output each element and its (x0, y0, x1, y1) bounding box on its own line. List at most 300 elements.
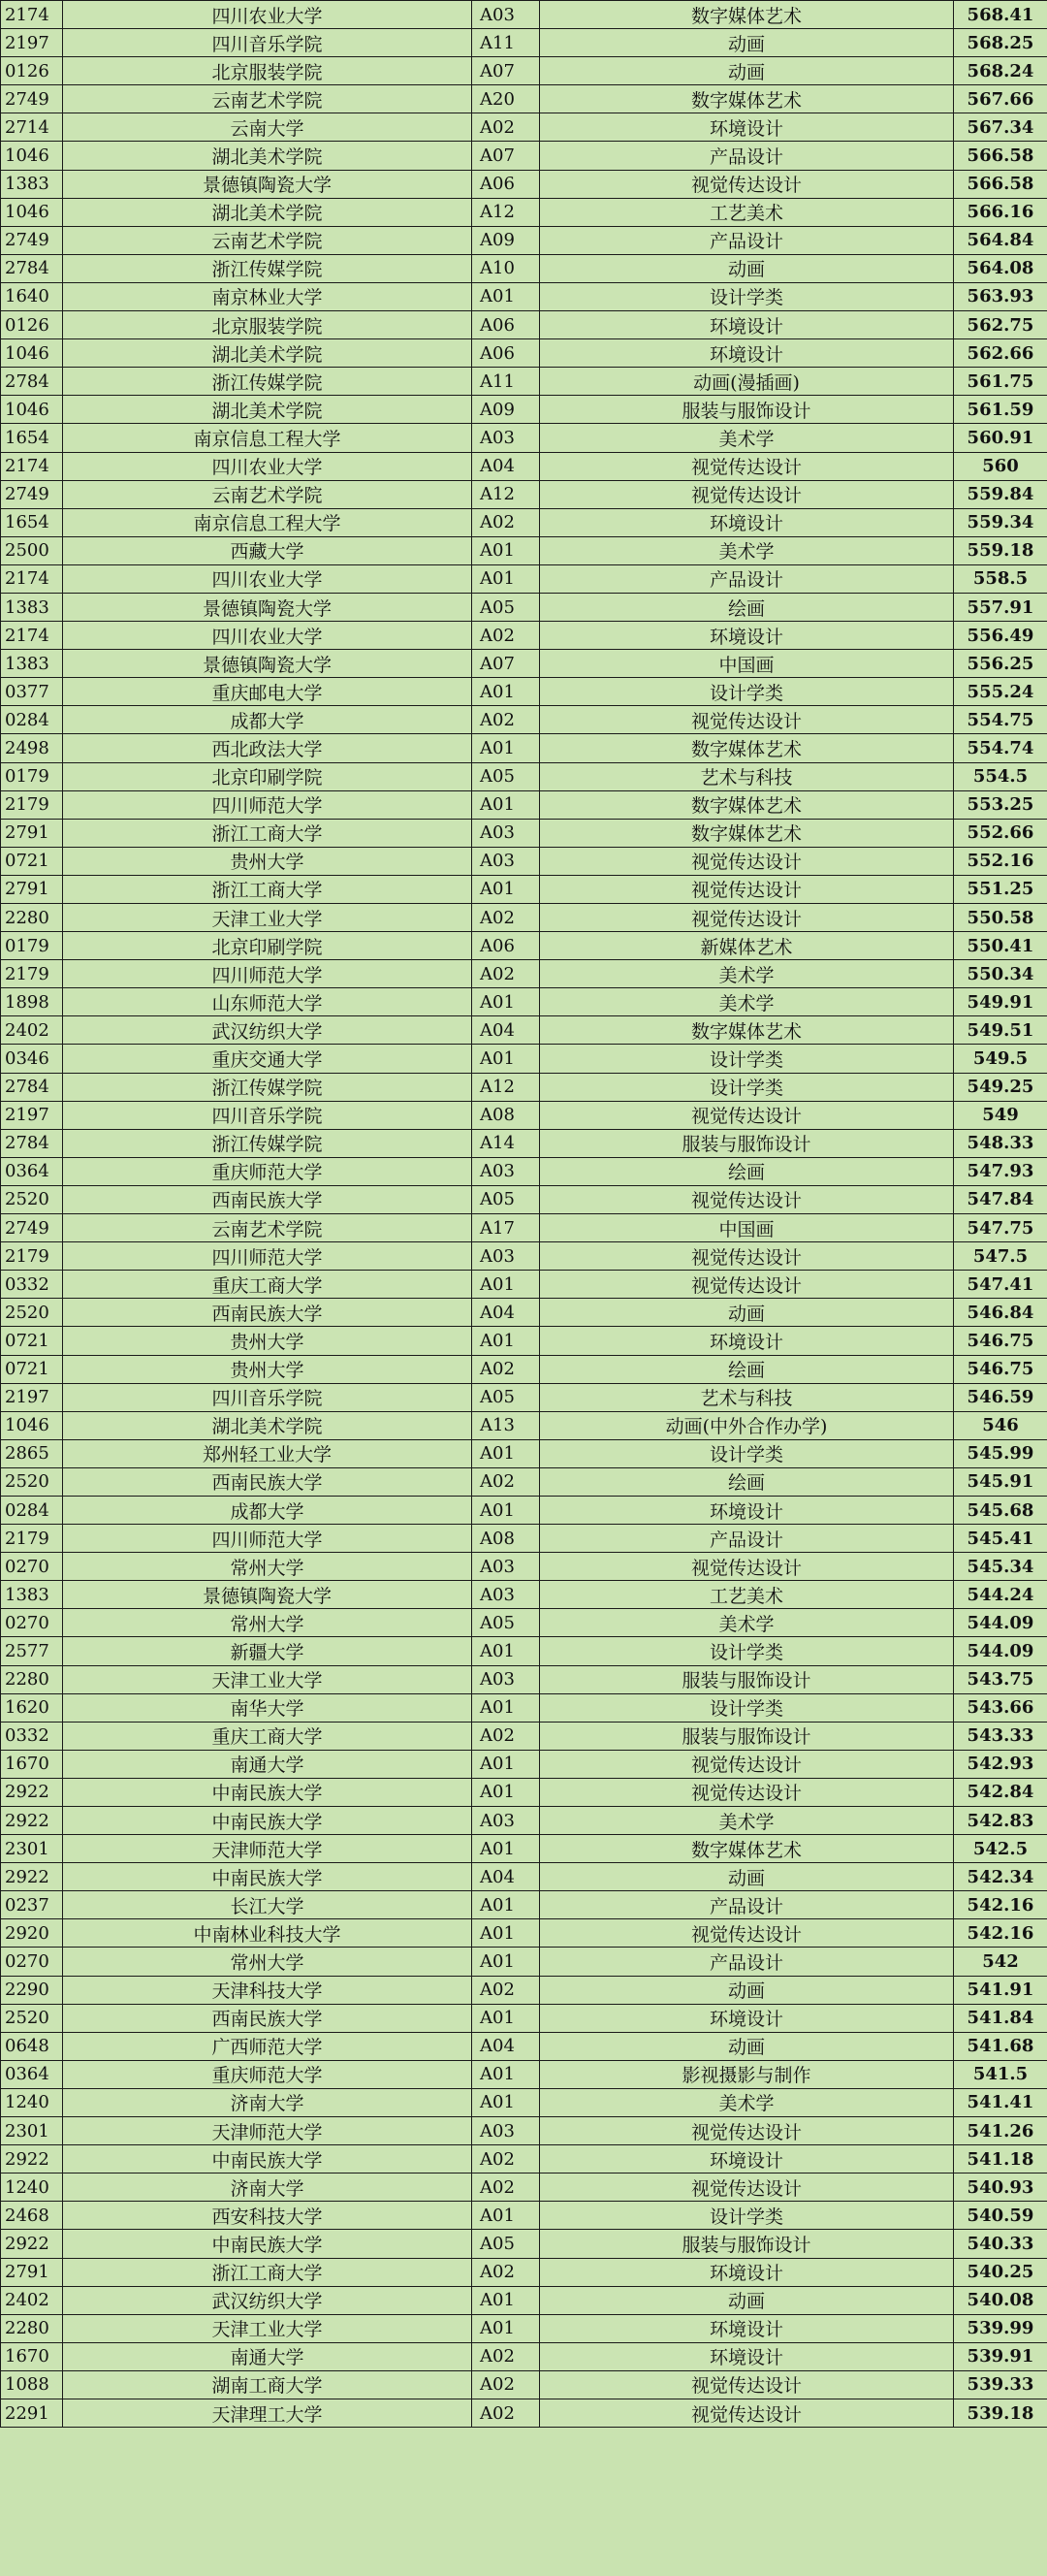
table-row (1, 29, 1047, 57)
score-cell: 562.75 (954, 311, 1047, 339)
group-code-cell: A01 (472, 536, 540, 564)
score-cell: 561.59 (954, 396, 1047, 424)
score-cell: 568.25 (954, 29, 1047, 57)
school-name-cell: 湖北美术学院 (63, 1411, 472, 1439)
table-row (1, 113, 1047, 142)
major-name-cell: 绘画 (540, 593, 954, 621)
score-cell: 542.34 (954, 1863, 1047, 1891)
major-name-cell: 美术学 (540, 1609, 954, 1637)
group-code-cell: A09 (472, 226, 540, 254)
school-code-cell: 2197 (1, 1101, 63, 1129)
table-row (1, 452, 1047, 480)
school-name-cell: 四川音乐学院 (63, 29, 472, 57)
major-name-cell: 动画 (540, 254, 954, 282)
school-code-cell: 2922 (1, 1778, 63, 1806)
table-row (1, 2258, 1047, 2286)
group-code-cell: A01 (472, 678, 540, 706)
group-code-cell: A02 (472, 960, 540, 988)
score-cell: 561.75 (954, 368, 1047, 396)
group-code-cell: A04 (472, 2032, 540, 2060)
school-code-cell: 0179 (1, 932, 63, 960)
table-row (1, 424, 1047, 452)
table-row (1, 1355, 1047, 1383)
group-code-cell: A02 (472, 1355, 540, 1383)
group-code-cell: A02 (472, 2258, 540, 2286)
group-code-cell: A02 (472, 2145, 540, 2174)
school-code-cell: 1670 (1, 1750, 63, 1778)
table-row (1, 1496, 1047, 1524)
table-row (1, 819, 1047, 847)
major-name-cell: 环境设计 (540, 2314, 954, 2342)
major-name-cell: 视觉传达设计 (540, 1750, 954, 1778)
school-code-cell: 1383 (1, 1581, 63, 1609)
score-cell: 568.24 (954, 57, 1047, 85)
school-name-cell: 景德镇陶瓷大学 (63, 1581, 472, 1609)
school-code-cell: 2520 (1, 1299, 63, 1327)
score-cell: 540.93 (954, 2174, 1047, 2202)
table-row (1, 790, 1047, 819)
table-row (1, 1581, 1047, 1609)
school-name-cell: 四川师范大学 (63, 1242, 472, 1271)
group-code-cell: A02 (472, 508, 540, 536)
group-code-cell: A01 (472, 790, 540, 819)
score-cell: 544.09 (954, 1609, 1047, 1637)
table-row (1, 1467, 1047, 1496)
score-cell: 550.34 (954, 960, 1047, 988)
school-name-cell: 长江大学 (63, 1891, 472, 1919)
school-code-cell: 2922 (1, 1863, 63, 1891)
table-row (1, 1101, 1047, 1129)
table-row (1, 564, 1047, 593)
table-row (1, 762, 1047, 790)
school-name-cell: 重庆师范大学 (63, 2060, 472, 2088)
score-cell: 554.75 (954, 706, 1047, 734)
group-code-cell: A06 (472, 339, 540, 368)
school-name-cell: 湖北美术学院 (63, 339, 472, 368)
major-name-cell: 视觉传达设计 (540, 170, 954, 198)
major-name-cell: 视觉传达设计 (540, 1242, 954, 1271)
major-name-cell: 视觉传达设计 (540, 452, 954, 480)
group-code-cell: A05 (472, 762, 540, 790)
table-row (1, 1835, 1047, 1863)
major-name-cell: 影视摄影与制作 (540, 2060, 954, 2088)
table-row (1, 2286, 1047, 2314)
major-name-cell: 产品设计 (540, 1525, 954, 1553)
score-cell: 563.93 (954, 282, 1047, 310)
major-name-cell: 中国画 (540, 650, 954, 678)
school-name-cell: 云南艺术学院 (63, 226, 472, 254)
school-code-cell: 2791 (1, 819, 63, 847)
score-cell: 559.84 (954, 480, 1047, 508)
school-name-cell: 四川音乐学院 (63, 1101, 472, 1129)
score-cell: 555.24 (954, 678, 1047, 706)
table-row (1, 1665, 1047, 1693)
school-code-cell: 0332 (1, 1271, 63, 1299)
group-code-cell: A02 (472, 2399, 540, 2427)
table-row (1, 311, 1047, 339)
major-name-cell: 新媒体艺术 (540, 932, 954, 960)
major-name-cell: 服装与服饰设计 (540, 1129, 954, 1157)
school-name-cell: 浙江传媒学院 (63, 1073, 472, 1101)
group-code-cell: A01 (472, 1919, 540, 1948)
major-name-cell: 视觉传达设计 (540, 847, 954, 875)
group-code-cell: A01 (472, 1045, 540, 1073)
group-code-cell: A05 (472, 593, 540, 621)
school-name-cell: 山东师范大学 (63, 988, 472, 1016)
score-cell: 567.34 (954, 113, 1047, 142)
school-code-cell: 2520 (1, 2004, 63, 2032)
school-name-cell: 武汉纺织大学 (63, 1016, 472, 1045)
major-name-cell: 环境设计 (540, 2342, 954, 2370)
school-name-cell: 浙江传媒学院 (63, 1129, 472, 1157)
score-cell: 547.41 (954, 1271, 1047, 1299)
major-name-cell: 设计学类 (540, 678, 954, 706)
score-cell: 558.5 (954, 564, 1047, 593)
school-name-cell: 南京信息工程大学 (63, 508, 472, 536)
school-code-cell: 0648 (1, 2032, 63, 2060)
school-code-cell: 2500 (1, 536, 63, 564)
major-name-cell: 环境设计 (540, 339, 954, 368)
score-cell: 542 (954, 1948, 1047, 1976)
major-name-cell: 环境设计 (540, 2004, 954, 2032)
school-name-cell: 贵州大学 (63, 847, 472, 875)
major-name-cell: 环境设计 (540, 622, 954, 650)
group-code-cell: A07 (472, 650, 540, 678)
school-code-cell: 0284 (1, 1496, 63, 1524)
major-name-cell: 服装与服饰设计 (540, 2230, 954, 2258)
group-code-cell: A01 (472, 1948, 540, 1976)
school-code-cell: 2402 (1, 2286, 63, 2314)
table-row (1, 2088, 1047, 2116)
score-cell: 566.58 (954, 142, 1047, 170)
school-name-cell: 四川农业大学 (63, 452, 472, 480)
table-row (1, 2145, 1047, 2174)
school-code-cell: 1670 (1, 2342, 63, 2370)
major-name-cell: 设计学类 (540, 282, 954, 310)
school-code-cell: 1046 (1, 1411, 63, 1439)
school-name-cell: 广西师范大学 (63, 2032, 472, 2060)
school-code-cell: 2784 (1, 254, 63, 282)
school-name-cell: 西安科技大学 (63, 2202, 472, 2230)
score-cell: 564.08 (954, 254, 1047, 282)
school-code-cell: 0364 (1, 1157, 63, 1185)
score-cell: 554.5 (954, 762, 1047, 790)
score-cell: 549 (954, 1101, 1047, 1129)
group-code-cell: A01 (472, 1891, 540, 1919)
table-row (1, 508, 1047, 536)
score-cell: 541.68 (954, 2032, 1047, 2060)
major-name-cell: 设计学类 (540, 1439, 954, 1467)
group-code-cell: A07 (472, 142, 540, 170)
school-name-cell: 湖北美术学院 (63, 198, 472, 226)
group-code-cell: A01 (472, 564, 540, 593)
score-cell: 566.16 (954, 198, 1047, 226)
score-cell: 549.25 (954, 1073, 1047, 1101)
school-code-cell: 1383 (1, 170, 63, 198)
major-name-cell: 动画 (540, 2286, 954, 2314)
group-code-cell: A06 (472, 311, 540, 339)
school-name-cell: 四川农业大学 (63, 1, 472, 29)
table-row (1, 1778, 1047, 1806)
score-cell: 542.84 (954, 1778, 1047, 1806)
table-row (1, 1383, 1047, 1411)
group-code-cell: A05 (472, 1185, 540, 1213)
table-row (1, 198, 1047, 226)
group-code-cell: A01 (472, 734, 540, 762)
school-name-cell: 贵州大学 (63, 1327, 472, 1355)
group-code-cell: A01 (472, 1439, 540, 1467)
school-code-cell: 2179 (1, 790, 63, 819)
school-code-cell: 0270 (1, 1553, 63, 1581)
table-row (1, 1919, 1047, 1948)
table-row (1, 1299, 1047, 1327)
score-cell: 559.34 (954, 508, 1047, 536)
group-code-cell: A17 (472, 1214, 540, 1242)
major-name-cell: 数字媒体艺术 (540, 1, 954, 29)
group-code-cell: A01 (472, 1637, 540, 1665)
group-code-cell: A04 (472, 1863, 540, 1891)
score-cell: 543.66 (954, 1693, 1047, 1722)
table-row (1, 622, 1047, 650)
score-cell: 549.91 (954, 988, 1047, 1016)
school-code-cell: 2714 (1, 113, 63, 142)
major-name-cell: 工艺美术 (540, 198, 954, 226)
group-code-cell: A02 (472, 2370, 540, 2399)
school-name-cell: 南京林业大学 (63, 282, 472, 310)
major-name-cell: 数字媒体艺术 (540, 790, 954, 819)
group-code-cell: A03 (472, 847, 540, 875)
major-name-cell: 设计学类 (540, 1073, 954, 1101)
major-name-cell: 美术学 (540, 2088, 954, 2116)
score-cell: 550.58 (954, 904, 1047, 932)
major-name-cell: 艺术与科技 (540, 762, 954, 790)
major-name-cell: 中国画 (540, 1214, 954, 1242)
score-cell: 542.93 (954, 1750, 1047, 1778)
school-name-cell: 中南林业科技大学 (63, 1919, 472, 1948)
group-code-cell: A02 (472, 2174, 540, 2202)
table-row (1, 254, 1047, 282)
school-name-cell: 天津师范大学 (63, 2117, 472, 2145)
school-code-cell: 2179 (1, 1525, 63, 1553)
score-cell: 543.33 (954, 1722, 1047, 1750)
school-name-cell: 重庆交通大学 (63, 1045, 472, 1073)
table-row (1, 536, 1047, 564)
school-code-cell: 0270 (1, 1609, 63, 1637)
table-row (1, 1157, 1047, 1185)
table-row (1, 282, 1047, 310)
group-code-cell: A01 (472, 1835, 540, 1863)
school-code-cell: 0377 (1, 678, 63, 706)
school-code-cell: 2520 (1, 1185, 63, 1213)
group-code-cell: A12 (472, 198, 540, 226)
major-name-cell: 环境设计 (540, 1327, 954, 1355)
score-cell: 545.34 (954, 1553, 1047, 1581)
major-name-cell: 艺术与科技 (540, 1383, 954, 1411)
score-cell: 566.58 (954, 170, 1047, 198)
major-name-cell: 产品设计 (540, 564, 954, 593)
school-code-cell: 1088 (1, 2370, 63, 2399)
table-row (1, 1693, 1047, 1722)
group-code-cell: A03 (472, 819, 540, 847)
score-cell: 544.24 (954, 1581, 1047, 1609)
major-name-cell: 动画 (540, 57, 954, 85)
group-code-cell: A02 (472, 1976, 540, 2004)
score-cell: 546.75 (954, 1327, 1047, 1355)
group-code-cell: A01 (472, 1271, 540, 1299)
group-code-cell: A03 (472, 1242, 540, 1271)
school-code-cell: 2301 (1, 1835, 63, 1863)
major-name-cell: 服装与服饰设计 (540, 1665, 954, 1693)
table-row (1, 734, 1047, 762)
group-code-cell: A01 (472, 2004, 540, 2032)
school-code-cell: 2922 (1, 1807, 63, 1835)
school-name-cell: 中南民族大学 (63, 1807, 472, 1835)
group-code-cell: A01 (472, 2088, 540, 2116)
school-name-cell: 重庆工商大学 (63, 1722, 472, 1750)
major-name-cell: 环境设计 (540, 2145, 954, 2174)
school-code-cell: 2577 (1, 1637, 63, 1665)
score-cell: 552.16 (954, 847, 1047, 875)
major-name-cell: 环境设计 (540, 1496, 954, 1524)
major-name-cell: 数字媒体艺术 (540, 1016, 954, 1045)
score-cell: 541.18 (954, 2145, 1047, 2174)
school-code-cell: 2784 (1, 1073, 63, 1101)
group-code-cell: A02 (472, 2342, 540, 2370)
school-name-cell: 西藏大学 (63, 536, 472, 564)
school-name-cell: 重庆师范大学 (63, 1157, 472, 1185)
school-code-cell: 2791 (1, 875, 63, 903)
school-name-cell: 北京印刷学院 (63, 762, 472, 790)
school-code-cell: 1640 (1, 282, 63, 310)
score-cell: 547.5 (954, 1242, 1047, 1271)
table-row (1, 57, 1047, 85)
school-name-cell: 天津工业大学 (63, 2314, 472, 2342)
table-row (1, 2370, 1047, 2399)
score-cell: 546.75 (954, 1355, 1047, 1383)
school-code-cell: 0364 (1, 2060, 63, 2088)
school-name-cell: 济南大学 (63, 2174, 472, 2202)
score-cell: 541.91 (954, 1976, 1047, 2004)
score-cell: 540.08 (954, 2286, 1047, 2314)
table-row (1, 1129, 1047, 1157)
major-name-cell: 环境设计 (540, 311, 954, 339)
group-code-cell: A09 (472, 396, 540, 424)
group-code-cell: A11 (472, 29, 540, 57)
score-cell: 547.75 (954, 1214, 1047, 1242)
table-row (1, 1750, 1047, 1778)
school-name-cell: 湖南工商大学 (63, 2370, 472, 2399)
major-name-cell: 视觉传达设计 (540, 1778, 954, 1806)
table-row (1, 1327, 1047, 1355)
table-row (1, 1976, 1047, 2004)
group-code-cell: A02 (472, 904, 540, 932)
table-row (1, 85, 1047, 113)
school-name-cell: 常州大学 (63, 1609, 472, 1637)
major-name-cell: 设计学类 (540, 2202, 954, 2230)
score-cell: 539.33 (954, 2370, 1047, 2399)
school-code-cell: 2174 (1, 452, 63, 480)
school-code-cell: 1046 (1, 142, 63, 170)
table-row (1, 1214, 1047, 1242)
score-cell: 553.25 (954, 790, 1047, 819)
school-code-cell: 1654 (1, 508, 63, 536)
school-name-cell: 浙江工商大学 (63, 875, 472, 903)
school-code-cell: 0126 (1, 311, 63, 339)
table-row (1, 2230, 1047, 2258)
school-code-cell: 0346 (1, 1045, 63, 1073)
school-name-cell: 南通大学 (63, 1750, 472, 1778)
table-row (1, 932, 1047, 960)
school-name-cell: 重庆工商大学 (63, 1271, 472, 1299)
school-name-cell: 西南民族大学 (63, 1185, 472, 1213)
school-code-cell: 1046 (1, 396, 63, 424)
school-name-cell: 武汉纺织大学 (63, 2286, 472, 2314)
group-code-cell: A04 (472, 452, 540, 480)
group-code-cell: A05 (472, 1383, 540, 1411)
group-code-cell: A12 (472, 480, 540, 508)
school-code-cell: 0721 (1, 1355, 63, 1383)
score-cell: 540.59 (954, 2202, 1047, 2230)
school-name-cell: 济南大学 (63, 2088, 472, 2116)
score-cell: 549.5 (954, 1045, 1047, 1073)
school-code-cell: 2749 (1, 1214, 63, 1242)
school-name-cell: 西南民族大学 (63, 2004, 472, 2032)
major-name-cell: 设计学类 (540, 1045, 954, 1073)
score-cell: 541.84 (954, 2004, 1047, 2032)
school-code-cell: 0270 (1, 1948, 63, 1976)
group-code-cell: A04 (472, 1016, 540, 1045)
major-name-cell: 美术学 (540, 988, 954, 1016)
score-cell: 559.18 (954, 536, 1047, 564)
school-code-cell: 0721 (1, 1327, 63, 1355)
major-name-cell: 美术学 (540, 1807, 954, 1835)
school-name-cell: 西南民族大学 (63, 1299, 472, 1327)
group-code-cell: A10 (472, 254, 540, 282)
school-code-cell: 0721 (1, 847, 63, 875)
group-code-cell: A01 (472, 1496, 540, 1524)
major-name-cell: 视觉传达设计 (540, 2370, 954, 2399)
school-name-cell: 四川师范大学 (63, 1525, 472, 1553)
school-name-cell: 浙江工商大学 (63, 819, 472, 847)
group-code-cell: A01 (472, 1750, 540, 1778)
table-row (1, 904, 1047, 932)
group-code-cell: A07 (472, 57, 540, 85)
major-name-cell: 设计学类 (540, 1637, 954, 1665)
table-row (1, 142, 1047, 170)
group-code-cell: A02 (472, 113, 540, 142)
school-code-cell: 1046 (1, 198, 63, 226)
group-code-cell: A03 (472, 1581, 540, 1609)
school-code-cell: 1383 (1, 593, 63, 621)
major-name-cell: 视觉传达设计 (540, 1271, 954, 1299)
group-code-cell: A01 (472, 875, 540, 903)
school-name-cell: 天津工业大学 (63, 904, 472, 932)
table-row (1, 2399, 1047, 2427)
school-code-cell: 2179 (1, 960, 63, 988)
score-cell: 540.33 (954, 2230, 1047, 2258)
table-row (1, 1637, 1047, 1665)
score-cell: 560 (954, 452, 1047, 480)
school-name-cell: 天津科技大学 (63, 1976, 472, 2004)
score-cell: 556.25 (954, 650, 1047, 678)
score-cell: 541.5 (954, 2060, 1047, 2088)
major-name-cell: 数字媒体艺术 (540, 819, 954, 847)
group-code-cell: A01 (472, 2202, 540, 2230)
score-cell: 552.66 (954, 819, 1047, 847)
major-name-cell: 环境设计 (540, 113, 954, 142)
school-name-cell: 郑州轻工业大学 (63, 1439, 472, 1467)
school-code-cell: 2301 (1, 2117, 63, 2145)
